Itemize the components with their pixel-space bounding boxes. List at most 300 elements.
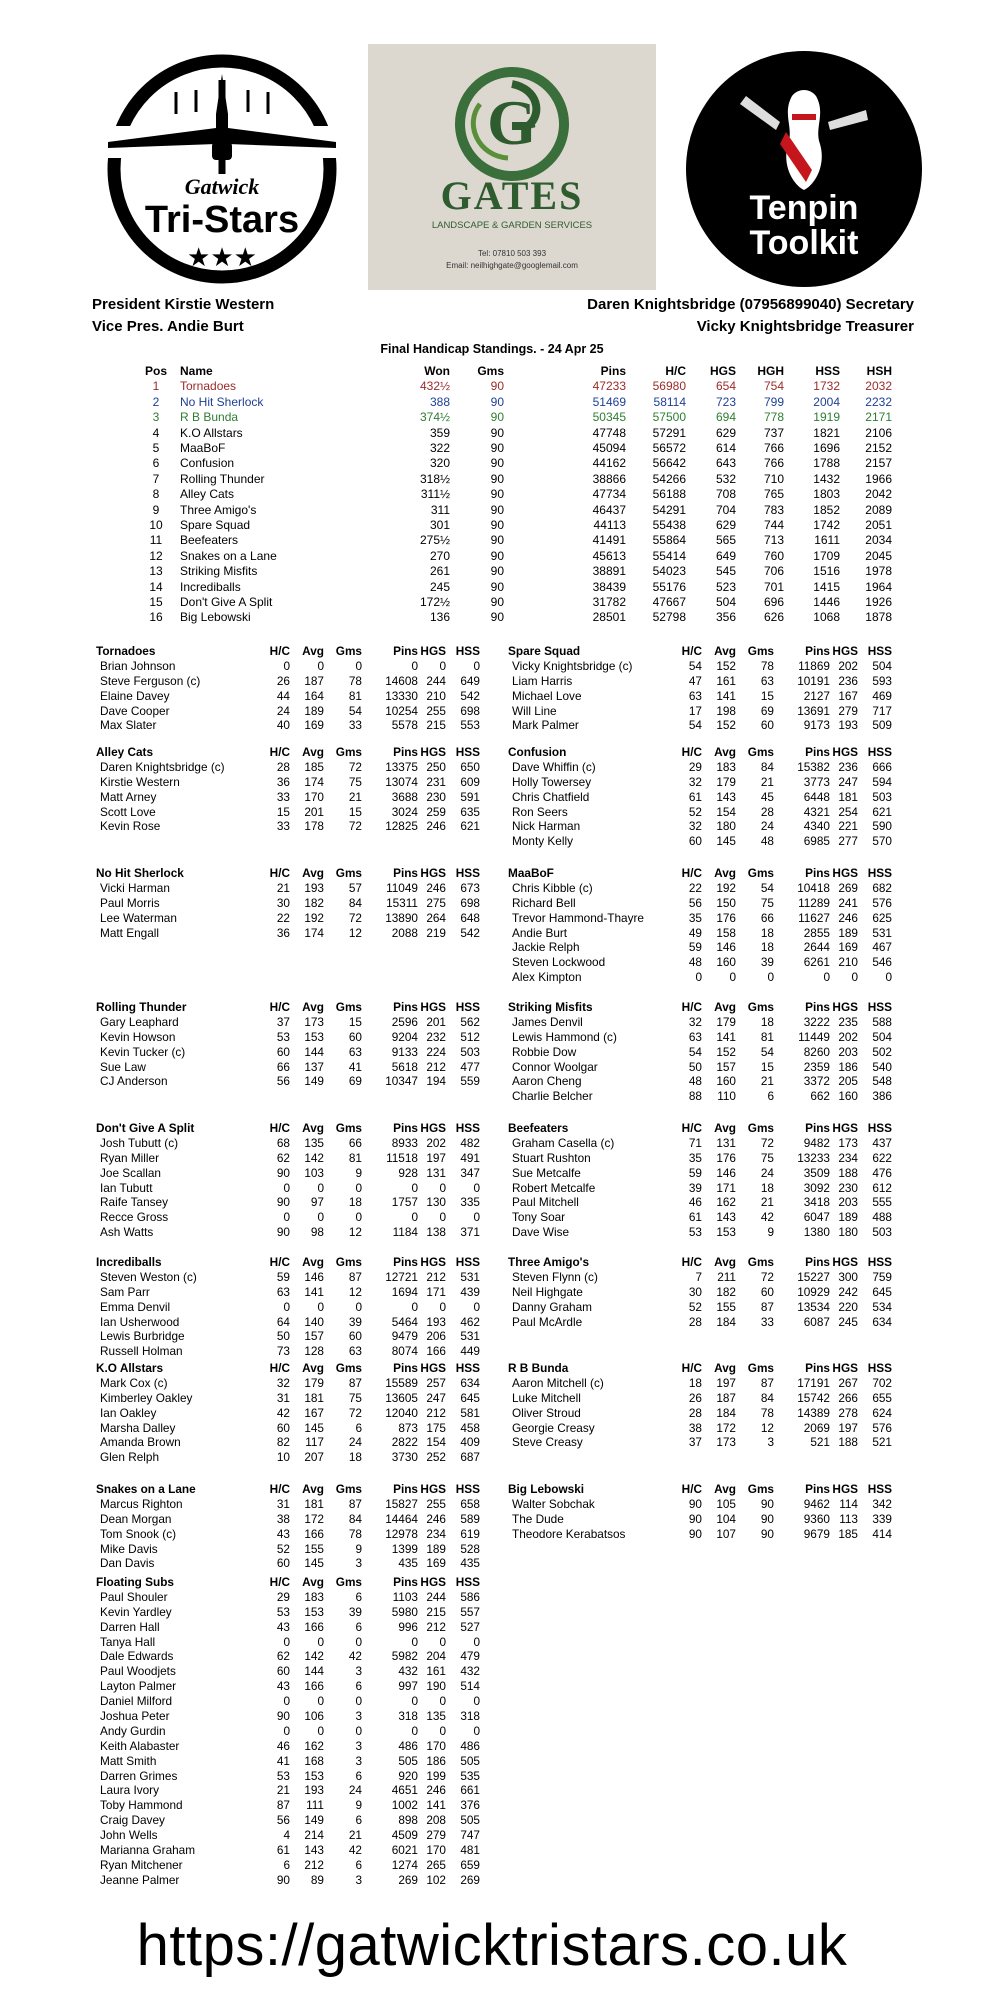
player-stat: 5464	[391, 1314, 418, 1329]
player-stat: 873	[398, 1420, 418, 1435]
player-stat: 26	[276, 673, 290, 688]
player-stat: 619	[460, 1526, 480, 1541]
player-stat: 54	[688, 658, 702, 673]
column-header: HSS	[867, 1000, 892, 1014]
player-name: Andy Gurdin	[100, 1723, 166, 1738]
gates-email: Email: neilhighgate@googlemail.com	[446, 261, 578, 270]
player-stat: 142	[304, 1150, 324, 1165]
player-stat: 666	[872, 759, 892, 774]
standings-cell: 1415	[813, 579, 840, 594]
standings-cell: 38891	[592, 564, 626, 579]
player-name: Steve Ferguson (c)	[100, 673, 201, 688]
player-stat: 87	[348, 1375, 362, 1390]
player-stat: 649	[460, 673, 480, 688]
player-stat: 187	[304, 673, 324, 688]
player-stat: 87	[760, 1375, 774, 1390]
player-stat: 347	[460, 1165, 480, 1180]
stars-icon: ★★★	[187, 242, 257, 272]
column-header: H/C	[681, 745, 702, 759]
player-stat: 6047	[803, 1210, 830, 1225]
player-stat: 173	[716, 1435, 736, 1450]
standings-cell: Rolling Thunder	[180, 471, 265, 486]
player-stat: 257	[426, 1375, 446, 1390]
player-stat: 153	[304, 1029, 324, 1044]
player-stat: 3	[355, 1753, 362, 1768]
player-name: Theodore Kerabatsos	[512, 1526, 626, 1541]
standings-cell: 47233	[592, 379, 626, 394]
player-stat: 26	[688, 1390, 702, 1405]
player-stat: 553	[460, 718, 480, 733]
player-stat: 9	[355, 1541, 362, 1556]
player-stat: 78	[760, 1405, 774, 1420]
standings-cell: 318½	[419, 471, 450, 486]
player-stat: 219	[426, 925, 446, 940]
standings-cell: 56980	[652, 379, 686, 394]
player-stat: 45	[760, 789, 774, 804]
column-header: Avg	[714, 866, 736, 880]
player-stat: 181	[838, 789, 858, 804]
player-stat: 479	[460, 1649, 480, 1664]
player-stat: 562	[460, 1014, 480, 1029]
player-stat: 0	[355, 1210, 362, 1225]
player-stat: 3	[355, 1556, 362, 1571]
player-stat: 9360	[803, 1511, 830, 1526]
player-stat: 0	[317, 1634, 324, 1649]
player-stat: 50	[688, 1059, 702, 1074]
player-stat: 621	[460, 819, 480, 834]
player-stat: 246	[426, 1783, 446, 1798]
standings-cell: 90	[490, 579, 504, 594]
player-stat: 52	[688, 804, 702, 819]
player-stat: 0	[473, 1180, 480, 1195]
player-stat: 141	[304, 1284, 324, 1299]
team-name: Rolling Thunder	[96, 1000, 187, 1014]
column-header: HGS	[832, 1482, 858, 1496]
player-stat: 167	[304, 1405, 324, 1420]
player-stat: 535	[460, 1768, 480, 1783]
player-stat: 13330	[385, 688, 418, 703]
player-name: Keith Alabaster	[100, 1738, 180, 1753]
player-stat: 9	[355, 1798, 362, 1813]
player-stat: 18	[760, 1014, 774, 1029]
player-stat: 300	[838, 1269, 858, 1284]
player-name: James Denvil	[512, 1014, 583, 1029]
player-stat: 60	[688, 834, 702, 849]
player-stat: 449	[460, 1344, 480, 1359]
player-stat: 154	[716, 804, 736, 819]
player-stat: 215	[426, 718, 446, 733]
player-stat: 6	[283, 1857, 290, 1872]
column-header: Pins	[393, 1000, 418, 1014]
column-header: Gms	[747, 1000, 774, 1014]
player-stat: 570	[872, 834, 892, 849]
player-stat: 39	[760, 955, 774, 970]
player-stat: 1002	[391, 1798, 418, 1813]
player-stat: 1380	[803, 1225, 830, 1240]
player-stat: 145	[304, 1556, 324, 1571]
player-stat: 198	[716, 703, 736, 718]
player-name: Ian Tubutt	[100, 1180, 153, 1195]
player-stat: 376	[460, 1798, 480, 1813]
team-name: Incrediballs	[96, 1255, 162, 1269]
standings-cell: 765	[763, 487, 784, 502]
player-stat: 107	[716, 1526, 736, 1541]
standings-cell: 532	[715, 471, 736, 486]
player-stat: 335	[460, 1195, 480, 1210]
player-stat: 44	[276, 688, 290, 703]
player-name: Matt Engall	[100, 925, 160, 940]
column-header: Avg	[714, 1121, 736, 1135]
player-stat: 172	[716, 1420, 736, 1435]
player-stat: 264	[426, 910, 446, 925]
player-stat: 97	[310, 1195, 324, 1210]
column-header: HSS	[867, 644, 892, 658]
player-stat: 75	[760, 895, 774, 910]
player-name: Tony Soar	[512, 1210, 566, 1225]
player-stat: 32	[688, 1014, 702, 1029]
player-stat: 576	[872, 1420, 892, 1435]
player-stat: 24	[276, 703, 290, 718]
player-stat: 1399	[391, 1541, 418, 1556]
player-name: Ian Oakley	[100, 1405, 157, 1420]
standings-cell: 2171	[865, 410, 892, 425]
column-header: Pins	[393, 1361, 418, 1375]
column-header: HGS	[420, 1361, 446, 1375]
player-stat: 37	[688, 1435, 702, 1450]
player-stat: 24	[760, 1165, 774, 1180]
player-stat: 33	[276, 789, 290, 804]
standings-cell: 38866	[592, 471, 626, 486]
standings-cell: 9	[152, 502, 160, 517]
player-name: Alex Kimpton	[512, 970, 582, 985]
player-stat: 146	[304, 1269, 324, 1284]
player-stat: 0	[317, 1723, 324, 1738]
player-stat: 193	[838, 718, 858, 733]
player-name: Lee Waterman	[100, 910, 177, 925]
player-name: Sue Metcalfe	[512, 1165, 581, 1180]
player-stat: 90	[760, 1526, 774, 1541]
player-stat: 13890	[385, 910, 418, 925]
standings-cell: 629	[715, 425, 736, 440]
column-header: Avg	[714, 1000, 736, 1014]
player-stat: 576	[872, 895, 892, 910]
standings-cell: Tornadoes	[180, 379, 237, 394]
player-stat: 6448	[803, 789, 830, 804]
team-name: Don't Give A Split	[96, 1121, 195, 1135]
player-stat: 1103	[392, 1589, 418, 1604]
player-stat: 39	[348, 1314, 362, 1329]
player-stat: 11049	[386, 880, 418, 895]
player-stat: 673	[460, 880, 480, 895]
player-stat: 202	[838, 1029, 858, 1044]
player-stat: 47	[688, 673, 702, 688]
standings-cell: 14	[149, 579, 163, 594]
player-name: Layton Palmer	[100, 1679, 177, 1694]
column-header: Gms	[747, 745, 774, 759]
player-stat: 146	[716, 940, 736, 955]
column-header: Pins	[805, 1255, 830, 1269]
player-stat: 72	[760, 1135, 774, 1150]
standings-cell: 388	[429, 394, 450, 409]
standings-cell: 2232	[865, 394, 892, 409]
column-header: H/C	[269, 866, 290, 880]
standings-header-cell: Pos	[144, 364, 167, 378]
standings-cell: 6	[152, 456, 160, 471]
player-stat: 486	[460, 1738, 480, 1753]
column-header: Pins	[805, 745, 830, 759]
player-stat: 71	[688, 1135, 702, 1150]
player-stat: 188	[838, 1435, 858, 1450]
player-stat: 39	[348, 1604, 362, 1619]
player-stat: 170	[426, 1738, 446, 1753]
standings-cell: 10	[149, 518, 163, 532]
player-stat: 0	[885, 970, 892, 985]
player-stat: 182	[304, 895, 324, 910]
player-stat: 28	[688, 1314, 702, 1329]
player-stat: 18	[760, 1180, 774, 1195]
player-name: Nick Harman	[512, 819, 581, 834]
player-stat: 153	[304, 1604, 324, 1619]
player-stat: 89	[310, 1872, 324, 1887]
column-header: HSS	[455, 1575, 480, 1589]
player-name: Dave Wise	[512, 1225, 570, 1240]
player-stat: 183	[304, 1589, 324, 1604]
player-stat: 5578	[391, 718, 418, 733]
player-stat: 10	[276, 1450, 290, 1465]
standings-cell: 4	[152, 425, 160, 440]
column-header: Avg	[302, 1000, 324, 1014]
player-stat: 0	[411, 1723, 418, 1738]
standings-cell: 320	[429, 456, 450, 471]
player-name: Laura Ivory	[100, 1783, 160, 1798]
player-stat: 997	[398, 1679, 418, 1694]
player-name: Joshua Peter	[100, 1709, 170, 1724]
player-stat: 61	[276, 1843, 290, 1858]
player-stat: 266	[838, 1390, 858, 1405]
player-stat: 591	[460, 789, 480, 804]
player-stat: 166	[304, 1619, 324, 1634]
standings-header-cell: HSH	[866, 364, 892, 378]
player-stat: 491	[460, 1150, 480, 1165]
player-stat: 135	[426, 1709, 446, 1724]
column-header: Gms	[335, 644, 362, 658]
player-name: Sam Parr	[100, 1284, 150, 1299]
team-name: R B Bunda	[508, 1361, 569, 1375]
player-stat: 192	[304, 910, 324, 925]
player-stat: 12040	[385, 1405, 418, 1420]
player-stat: 81	[348, 1150, 362, 1165]
player-stat: 0	[439, 1180, 446, 1195]
player-stat: 12978	[385, 1526, 418, 1541]
player-name: Mark Palmer	[512, 718, 579, 733]
column-header: HSS	[455, 1121, 480, 1135]
player-stat: 60	[276, 1664, 290, 1679]
player-stat: 220	[838, 1299, 858, 1314]
player-stat: 22	[276, 910, 290, 925]
player-stat: 164	[304, 688, 324, 703]
player-stat: 0	[411, 658, 418, 673]
standings-cell: 2152	[865, 441, 892, 455]
player-stat: 645	[460, 1390, 480, 1405]
player-stat: 69	[760, 703, 774, 718]
standings-cell: 1696	[813, 441, 840, 455]
player-stat: 414	[872, 1526, 892, 1541]
player-stat: 63	[760, 673, 774, 688]
player-stat: 18	[348, 1450, 362, 1465]
player-stat: 28	[276, 759, 290, 774]
standings-cell: 5	[152, 441, 160, 455]
standings-cell: 51469	[592, 394, 626, 409]
player-stat: 154	[426, 1435, 446, 1450]
player-stat: 531	[460, 1269, 480, 1284]
player-stat: 698	[460, 895, 480, 910]
player-stat: 648	[460, 910, 480, 925]
column-header: Pins	[393, 1255, 418, 1269]
player-stat: 157	[304, 1329, 324, 1344]
column-header: Avg	[302, 1482, 324, 1496]
player-stat: 50	[276, 1329, 290, 1344]
standings-cell: 56642	[652, 456, 686, 471]
player-stat: 160	[716, 955, 736, 970]
standings-cell: 172½	[419, 595, 450, 609]
team-name: Alley Cats	[96, 745, 154, 759]
player-stat: 658	[460, 1496, 480, 1511]
player-stat: 458	[460, 1420, 480, 1435]
player-stat: 56	[688, 895, 702, 910]
standings-header-cell: HGH	[757, 364, 784, 378]
player-stat: 180	[838, 1225, 858, 1240]
player-stat: 650	[460, 759, 480, 774]
player-name: Craig Davey	[100, 1813, 165, 1828]
player-stat: 42	[348, 1649, 362, 1664]
player-stat: 63	[276, 1284, 290, 1299]
player-stat: 84	[760, 1390, 774, 1405]
player-stat: 17	[688, 703, 702, 718]
player-stat: 259	[426, 804, 446, 819]
player-stat: 318	[398, 1709, 418, 1724]
player-name: Matt Arney	[100, 789, 157, 804]
player-stat: 6	[355, 1679, 362, 1694]
website-url[interactable]: https://gatwicktristars.co.uk	[136, 1913, 848, 1978]
player-name: Kevin Yardley	[100, 1604, 172, 1619]
player-stat: 54	[760, 1044, 774, 1059]
player-stat: 512	[460, 1029, 480, 1044]
player-stat: 141	[716, 688, 736, 703]
player-stat: 437	[872, 1135, 892, 1150]
standings-header-cell: HSS	[815, 364, 840, 378]
player-stat: 509	[872, 718, 892, 733]
player-name: Neil Highgate	[512, 1284, 583, 1299]
player-name: Recce Gross	[100, 1210, 169, 1225]
standings-cell: 701	[763, 579, 784, 594]
column-header: Pins	[393, 644, 418, 658]
treasurer: Vicky Knightsbridge Treasurer	[696, 318, 914, 335]
column-header: Avg	[302, 1121, 324, 1135]
player-stat: 625	[872, 910, 892, 925]
player-stat: 48	[688, 1074, 702, 1089]
player-stat: 235	[838, 1014, 858, 1029]
player-stat: 588	[872, 1014, 892, 1029]
player-stat: 170	[426, 1843, 446, 1858]
player-name: Tom Snook (c)	[100, 1526, 177, 1541]
player-stat: 371	[460, 1225, 480, 1240]
standings-cell: 45094	[592, 441, 626, 455]
player-stat: 169	[304, 718, 324, 733]
player-stat: 153	[716, 1225, 736, 1240]
player-stat: 21	[760, 774, 774, 789]
column-header: H/C	[681, 866, 702, 880]
player-stat: 187	[716, 1390, 736, 1405]
column-header: HSS	[455, 866, 480, 880]
player-stat: 36	[276, 774, 290, 789]
player-stat: 149	[304, 1813, 324, 1828]
standings-cell: 374½	[419, 410, 450, 425]
player-stat: 52	[688, 1299, 702, 1314]
standings-cell: 56188	[652, 487, 686, 502]
player-stat: 214	[304, 1828, 324, 1843]
player-stat: 110	[717, 1089, 736, 1104]
player-name: Marcus Righton	[100, 1496, 183, 1511]
player-stat: 531	[460, 1329, 480, 1344]
standings-cell: No Hit Sherlock	[180, 394, 264, 409]
player-stat: 207	[304, 1450, 324, 1465]
player-stat: 245	[838, 1314, 858, 1329]
standings-cell: Beefeaters	[180, 533, 239, 548]
player-stat: 3372	[803, 1074, 830, 1089]
player-stat: 269	[460, 1872, 480, 1887]
team-name: Spare Squad	[508, 644, 581, 658]
player-stat: 265	[426, 1857, 446, 1872]
player-stat: 56	[276, 1074, 290, 1089]
player-name: Josh Tubutt (c)	[100, 1135, 179, 1150]
standings-cell: 311	[430, 502, 450, 517]
column-header: HSS	[867, 1482, 892, 1496]
player-stat: 3222	[803, 1014, 830, 1029]
player-stat: 193	[426, 1314, 446, 1329]
player-stat: 189	[838, 1210, 858, 1225]
player-stat: 174	[304, 774, 324, 789]
player-stat: 202	[426, 1135, 446, 1150]
player-stat: 29	[276, 1589, 290, 1604]
player-stat: 0	[439, 1694, 446, 1709]
player-stat: 24	[348, 1435, 362, 1450]
player-name: Danny Graham	[512, 1299, 592, 1314]
player-stat: 173	[304, 1014, 324, 1029]
player-stat: 6	[355, 1589, 362, 1604]
standings-cell: 504	[715, 595, 736, 609]
player-stat: 181	[304, 1390, 324, 1405]
player-name: Emma Denvil	[100, 1299, 171, 1314]
standings-cell: Three Amigo's	[180, 502, 257, 517]
player-stat: 221	[838, 819, 858, 834]
player-name: Mike Davis	[100, 1541, 158, 1556]
column-header: HGS	[832, 745, 858, 759]
player-stat: 3730	[391, 1450, 418, 1465]
column-header: Gms	[747, 866, 774, 880]
standings-cell: 90	[490, 564, 504, 579]
column-header: Pins	[393, 1482, 418, 1496]
column-header: H/C	[269, 644, 290, 658]
column-header: Pins	[805, 644, 830, 658]
player-stat: 63	[348, 1344, 362, 1359]
column-header: Avg	[714, 1361, 736, 1375]
standings-cell: 744	[763, 518, 784, 532]
standings-cell: 737	[763, 425, 784, 440]
player-stat: 54	[760, 880, 774, 895]
player-stat: 173	[838, 1135, 858, 1150]
standings-cell: 2034	[865, 533, 892, 548]
player-stat: 15589	[385, 1375, 418, 1390]
